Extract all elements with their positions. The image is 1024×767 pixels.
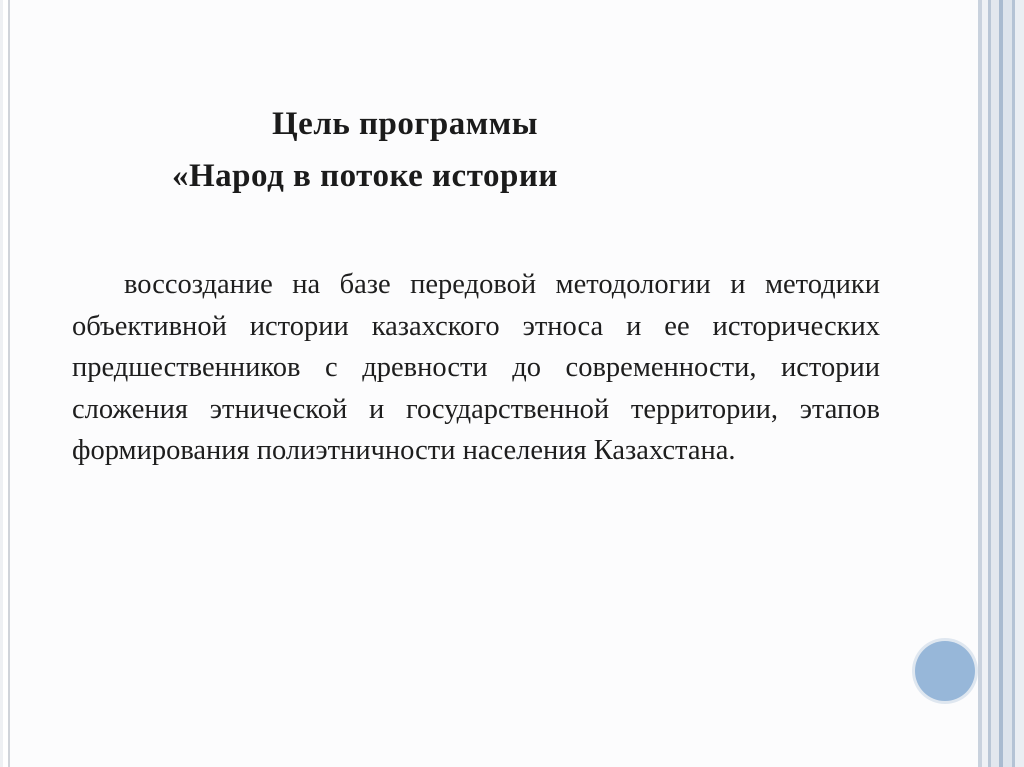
slide-title-line2: «Народ в потоке истории <box>172 158 558 194</box>
slide-title <box>150 98 850 202</box>
right-stripe <box>1003 0 1012 767</box>
slide-title-line1: Цель программы <box>272 106 538 142</box>
slide-body-text: воссоздание на базе передовой методологии и методики объективной истории казахского этноса и ее исторических предшественников с древности до современности, истории сложения этнической и государственной территории, этапов формирования полиэтничности населения Казахстана. <box>72 269 880 466</box>
right-stripe <box>991 0 999 767</box>
decorative-circle <box>915 641 975 701</box>
left-border-shade <box>0 0 3 767</box>
right-stripe <box>1015 0 1024 767</box>
